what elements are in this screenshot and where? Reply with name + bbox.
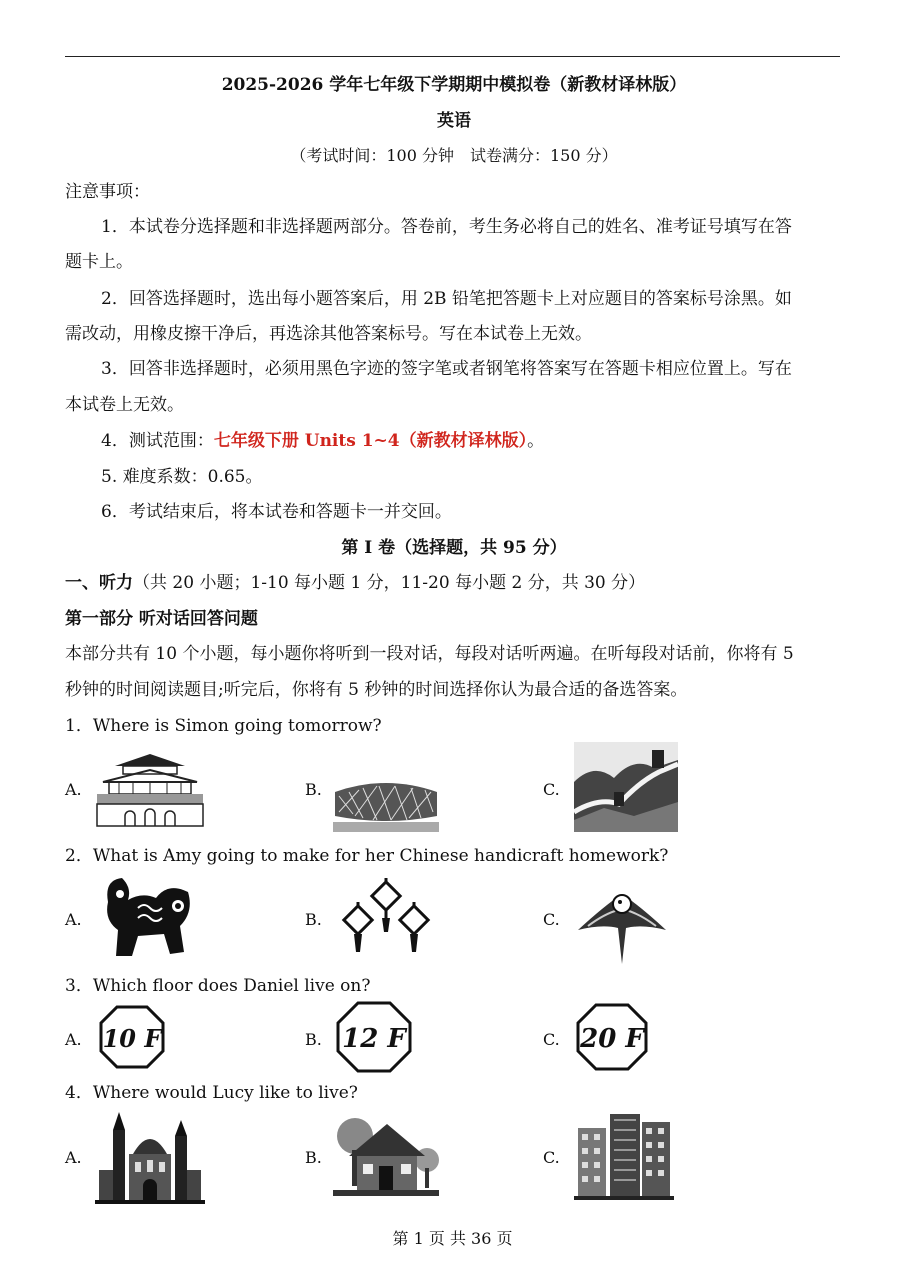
kite-picture [574, 880, 670, 966]
q4-option-c-label: C. [543, 1148, 560, 1167]
chinese-knot-picture [338, 876, 434, 956]
intro-line-1: 本部分共有 10 个小题，每小题你将听到一段对话，每段对话听两遍。在听每段对话前，你将有 5 [65, 644, 794, 664]
house-picture [333, 1110, 439, 1196]
q3-option-a-label: A. [65, 1030, 82, 1049]
note-1-line-2: 题卡上。 [65, 252, 133, 272]
floor-sign-20f-text: 20 F [580, 1024, 644, 1054]
q4-option-a-label: A. [65, 1148, 82, 1167]
note-2-line-2: 需改动，用橡皮擦干净后，再选涂其他答案标号。写在本试卷上无效。 [65, 324, 592, 344]
tall-building-picture [574, 1110, 674, 1200]
volume-title: 第 I 卷（选择题，共 95 分） [341, 538, 567, 558]
subpart-title: 第一部分 听对话回答问题 [65, 609, 258, 629]
floor-sign-10f [99, 1005, 165, 1069]
floor-sign-20f [576, 1003, 648, 1071]
question-1-text: 1．Where is Simon going tomorrow? [65, 716, 382, 736]
castle-picture [95, 1110, 205, 1204]
q4-option-b-label: B. [305, 1148, 322, 1167]
q2-option-b-label: B. [305, 910, 322, 929]
exam-time-info: （考试时间：100 分钟 试卷满分：150 分） [290, 146, 618, 165]
q2-option-c-label: C. [543, 910, 560, 929]
q2-option-a-label: A. [65, 910, 82, 929]
q3-option-c-label: C. [543, 1030, 560, 1049]
floor-sign-12f-text: 12 F [342, 1024, 406, 1054]
note-2-line-1: 2．回答选择题时，选出每小题答案后，用 2B 铅笔把答题卡上对应题目的答案标号涂黑。如 [101, 289, 792, 309]
floor-sign-10f-text: 10 F [102, 1024, 162, 1053]
floor-sign-12f [336, 1001, 412, 1073]
listening-part-header [65, 572, 843, 594]
exam-title: 2025-2026 学年七年级下学期期中模拟卷（新教材译林版） [221, 75, 687, 95]
note-4-suffix: 。 [527, 431, 545, 451]
note-3-line-2: 本试卷上无效。 [65, 395, 184, 415]
note-6: 6．考试结束后，将本试卷和答题卡一并交回。 [101, 502, 452, 522]
q3-option-b-label: B. [305, 1030, 322, 1049]
q1-option-a-label: A. [65, 780, 82, 799]
note-4 [65, 430, 843, 452]
note-1-line-1: 1．本试卷分选择题和非选择题两部分。答卷前，考生务必将自己的姓名、准考证号填写在答 [101, 217, 792, 237]
intro-line-2: 秒钟的时间阅读题目;听完后，你将有 5 秒钟的时间选择你认为最合适的备选答案。 [65, 680, 688, 700]
paper-cut-picture [98, 872, 198, 964]
q1-option-b-label: B. [305, 780, 322, 799]
top-rule [65, 56, 840, 57]
question-3-text: 3．Which floor does Daniel live on? [65, 976, 371, 996]
q1-option-c-label: C. [543, 780, 560, 799]
listening-part-info: （共 20 小题；1-10 每小题 1 分，11-20 每小题 2 分，共 30 分） [133, 573, 646, 593]
test-scope: 七年级下册 Units 1~4（新教材译林版） [213, 431, 528, 451]
note-4-prefix: 4．测试范围： [101, 431, 214, 451]
question-4-text: 4．Where would Lucy like to live? [65, 1083, 358, 1103]
listening-part-title: 一、听力 [65, 573, 133, 593]
palace-picture [95, 752, 205, 830]
note-3-line-1: 3．回答非选择题时，必须用黑色字迹的签字笔或者钢笔将答案写在答题卡相应位置上。写在 [101, 359, 792, 379]
great-wall-picture [574, 742, 678, 832]
page-footer: 第 1 页 共 36 页 [392, 1229, 513, 1248]
birds-nest-stadium-picture [333, 768, 439, 834]
exam-subject: 英语 [437, 111, 471, 131]
question-2-text: 2．What is Amy going to make for her Chinese handicraft homework? [65, 846, 669, 866]
note-5: 5. 难度系数：0.65。 [101, 467, 263, 487]
notes-heading: 注意事项： [65, 182, 150, 202]
